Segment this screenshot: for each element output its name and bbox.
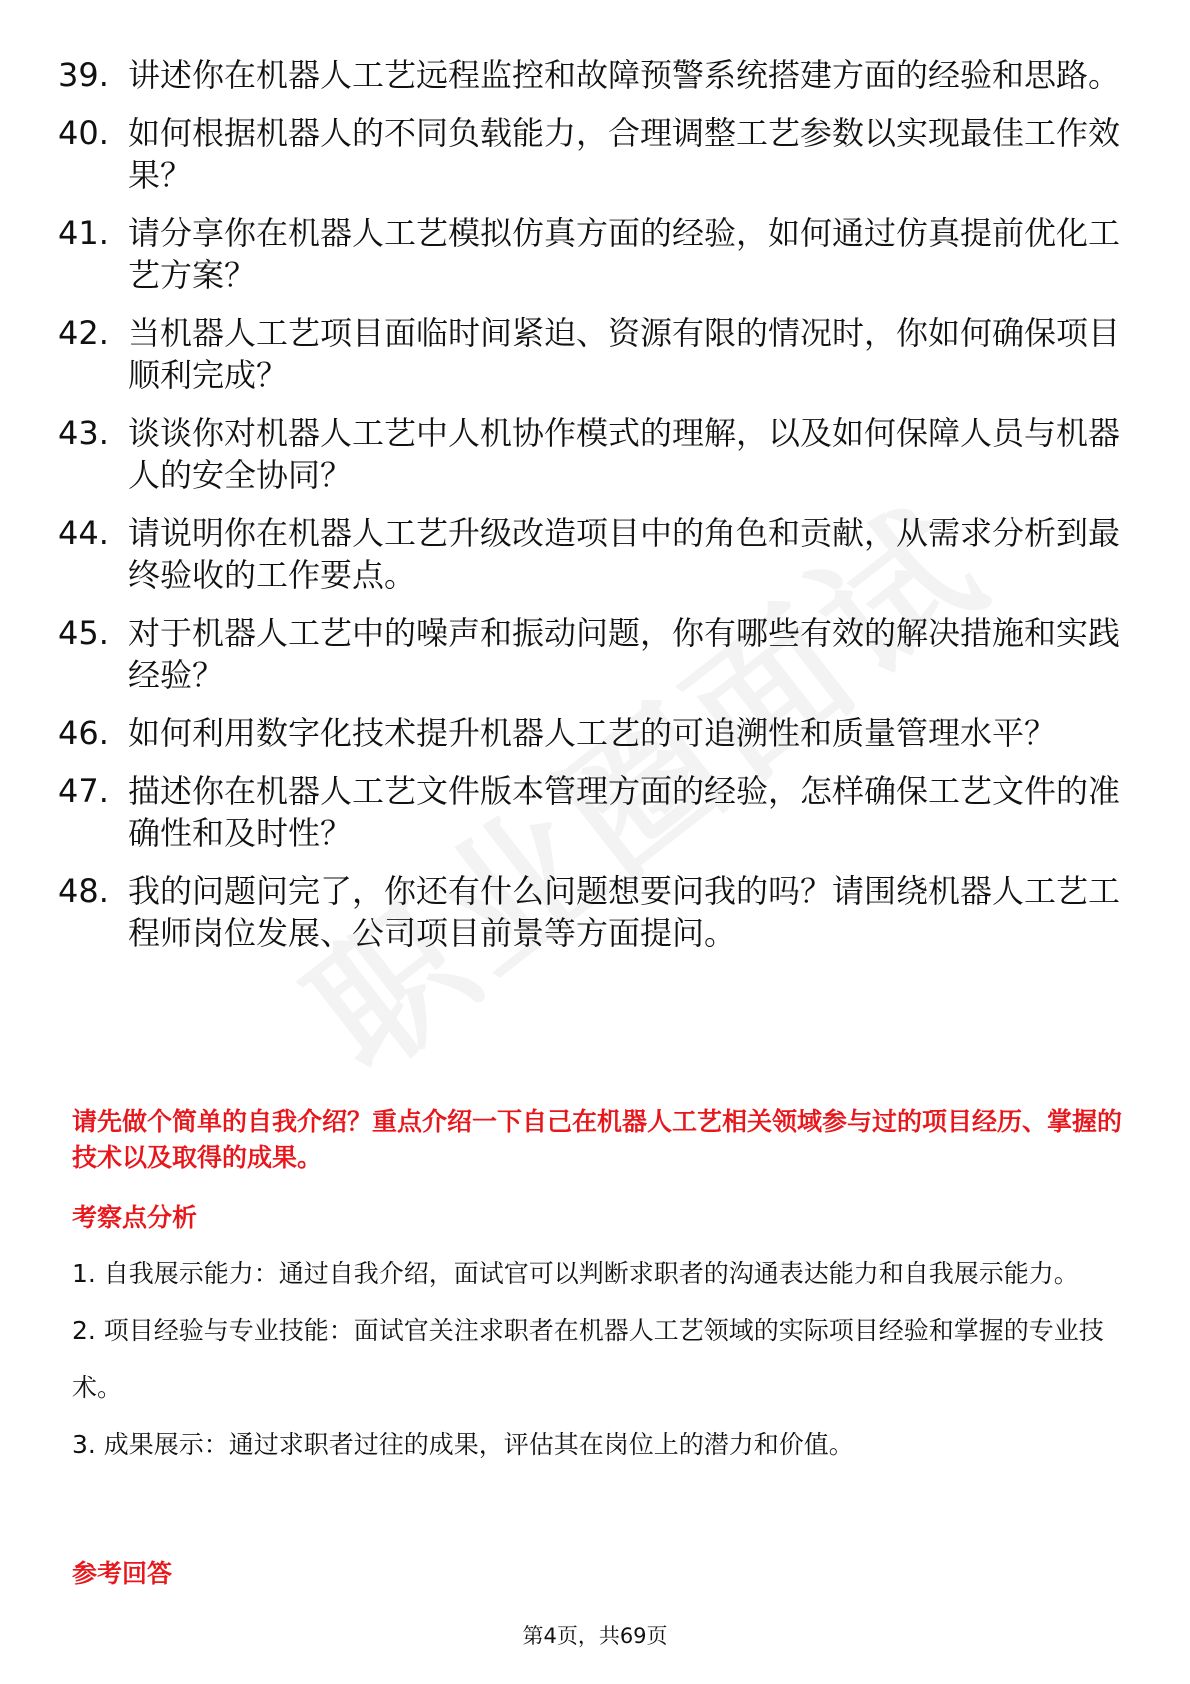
- question-number: 40.: [58, 114, 109, 152]
- answer-heading: 参考回答: [72, 1559, 173, 1588]
- question-text: 对于机器人工艺中的噪声和振动问题，你有哪些有效的解决措施和实践经验？: [128, 614, 1121, 694]
- analysis-list: [72, 1245, 1122, 1473]
- question-text: 如何根据机器人的不同负载能力，合理调整工艺参数以实现最佳工作效果？: [128, 114, 1121, 194]
- list-item: [58, 612, 1133, 696]
- question-number: 43.: [58, 414, 109, 452]
- list-item: [58, 712, 1133, 754]
- question-number: 44.: [58, 514, 109, 552]
- list-item: [58, 312, 1133, 396]
- analysis-heading: 考察点分析: [72, 1203, 198, 1232]
- question-list: [58, 54, 1133, 970]
- list-item: [58, 112, 1133, 196]
- list-item: [58, 54, 1133, 96]
- question-number: 41.: [58, 214, 109, 252]
- question-text: 讲述你在机器人工艺远程监控和故障预警系统搭建方面的经验和思路。: [128, 56, 1121, 94]
- analysis-item: 2. 项目经验与专业技能：面试官关注求职者在机器人工艺领域的实际项目经验和掌握的专业技术。: [72, 1316, 1104, 1402]
- list-item: [58, 212, 1133, 296]
- question-text: 当机器人工艺项目面临时间紧迫、资源有限的情况时，你如何确保项目顺利完成？: [128, 314, 1121, 394]
- question-text: 我的问题问完了，你还有什么问题想要问我的吗？请围绕机器人工艺工程师岗位发展、公司项目前景等方面提问。: [128, 872, 1121, 952]
- question-text: 如何利用数字化技术提升机器人工艺的可追溯性和质量管理水平？: [128, 714, 1057, 752]
- question-number: 39.: [58, 56, 109, 94]
- question-number: 47.: [58, 772, 109, 810]
- question-text: 请说明你在机器人工艺升级改造项目中的角色和贡献，从需求分析到最终验收的工作要点。: [128, 514, 1121, 594]
- question-text: 请分享你在机器人工艺模拟仿真方面的经验，如何通过仿真提前优化工艺方案？: [128, 214, 1121, 294]
- list-item: [58, 770, 1133, 854]
- page-footer: 第4页，共69页: [522, 1624, 668, 1648]
- question-number: 46.: [58, 714, 109, 752]
- list-item: [58, 412, 1133, 496]
- analysis-item: 3. 成果展示：通过求职者过往的成果，评估其在岗位上的潜力和价值。: [72, 1430, 854, 1459]
- question-number: 45.: [58, 614, 109, 652]
- question-number: 48.: [58, 872, 109, 910]
- highlight-question: 请先做个简单的自我介绍？重点介绍一下自己在机器人工艺相关领域参与过的项目经历、掌握的技术以及取得的成果。: [72, 1107, 1123, 1172]
- question-number: 42.: [58, 314, 109, 352]
- list-item: [58, 512, 1133, 596]
- analysis-item: 1. 自我展示能力：通过自我介绍，面试官可以判断求职者的沟通表达能力和自我展示能力。: [72, 1259, 1079, 1288]
- question-text: 描述你在机器人工艺文件版本管理方面的经验，怎样确保工艺文件的准确性和及时性？: [128, 772, 1121, 852]
- question-text: 谈谈你对机器人工艺中人机协作模式的理解，以及如何保障人员与机器人的安全协同？: [128, 414, 1121, 494]
- list-item: [58, 870, 1133, 954]
